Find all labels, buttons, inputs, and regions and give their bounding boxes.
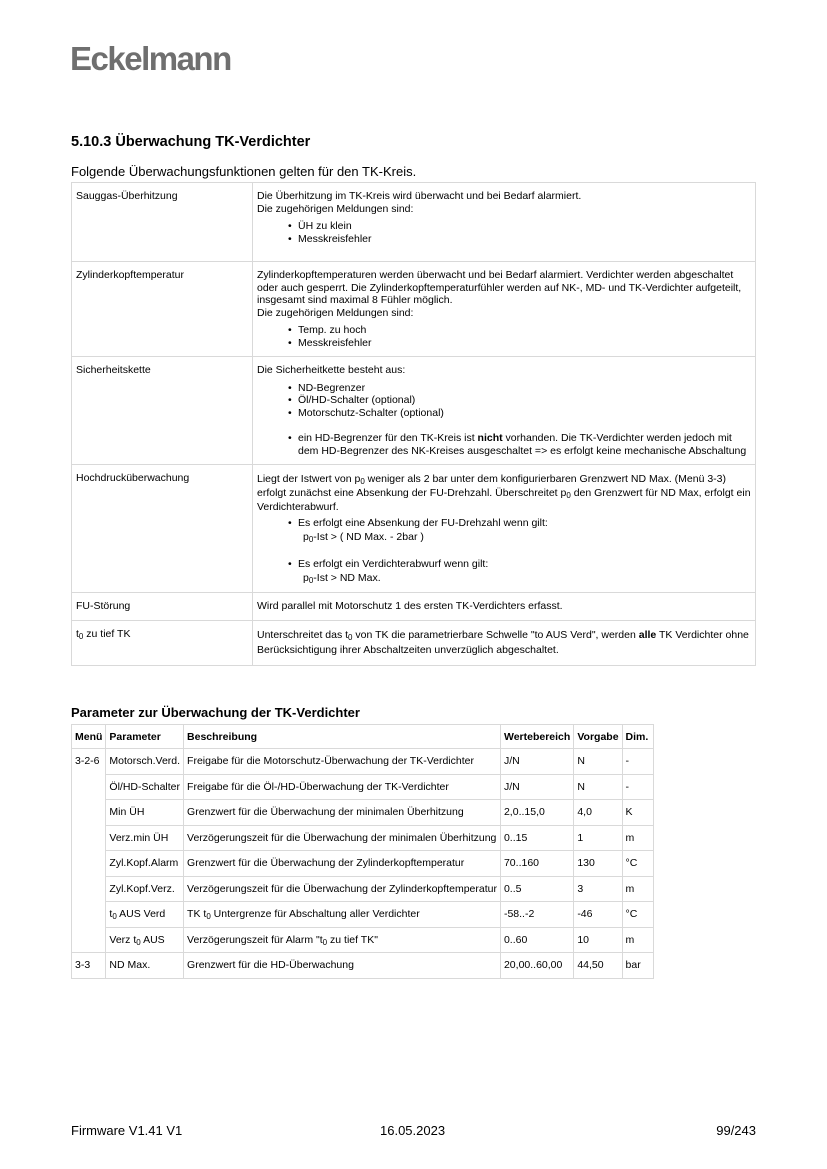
param-name: Zyl.Kopf.Verz. xyxy=(106,876,184,902)
param-default: 4,0 xyxy=(574,800,622,826)
param-default: N xyxy=(574,749,622,775)
table-row xyxy=(72,851,654,877)
description-text: Liegt der Istwert von $p_0$ weniger als 2 bar unter dem konfigurierbaren Grenzwert ND Max. (Menü 3-3) erfolgt zunächst eine Absenkung der FU-Drehzahl. Überschreitet $p_0$ den Grenzwert für ND Max, erfolgt ein Verdichterabwurf. xyxy=(257,473,751,513)
col-header-description: Beschreibung xyxy=(184,725,501,749)
description-text: Die zugehörigen Meldungen sind: xyxy=(257,306,414,319)
function-description xyxy=(253,262,756,357)
formula: $p_0$-Ist > ND Max. xyxy=(303,572,381,585)
param-unit: K xyxy=(622,800,653,826)
param-unit: - xyxy=(622,749,653,775)
table-row xyxy=(72,620,756,665)
function-label: Zylinderkopftemperatur xyxy=(72,262,253,357)
table-header-row xyxy=(72,725,654,749)
footer-firmware: Firmware V1.41 V1 xyxy=(71,1123,183,1138)
note-text: vorhanden. Die TK-Verdichter werden jedoch mit dem HD-Begrenzer des NK-Kreises ausgeschaltet => es erfolgt keine mechanische Abschaltung xyxy=(298,432,747,457)
function-description xyxy=(253,357,756,465)
param-name: $t_0$ AUS Verd xyxy=(106,902,184,928)
table-row xyxy=(72,593,756,621)
param-range: J/N xyxy=(500,774,573,800)
function-label: $t_0$ zu tief TK xyxy=(72,620,253,665)
table-row xyxy=(72,927,654,953)
param-range: 20,00..60,00 xyxy=(500,953,573,979)
condition-list xyxy=(257,516,751,585)
param-default: N xyxy=(574,774,622,800)
param-description: Freigabe für die Öl-/HD-Überwachung der TK-Verdichter xyxy=(184,774,501,800)
col-header-range: Wertebereich xyxy=(500,725,573,749)
list-item: • Messkreisfehler xyxy=(298,337,751,350)
param-name: ND Max. xyxy=(106,953,184,979)
list-item: • Messkreisfehler xyxy=(298,233,751,246)
note-emphasis: nicht xyxy=(477,432,503,444)
table-row xyxy=(72,800,654,826)
table-row xyxy=(72,876,654,902)
function-description xyxy=(253,465,756,593)
menu-cell: 3-2-6 xyxy=(72,749,106,953)
col-header-menu: Menü xyxy=(72,725,106,749)
param-range: 2,0..15,0 xyxy=(500,800,573,826)
param-unit: bar xyxy=(622,953,653,979)
message-list xyxy=(257,324,751,349)
param-name: Zyl.Kopf.Alarm xyxy=(106,851,184,877)
param-range: 0..60 xyxy=(500,927,573,953)
note-text: ein HD-Begrenzer für den TK-Kreis ist xyxy=(298,432,478,444)
param-default: 10 xyxy=(574,927,622,953)
param-description: Grenzwert für die HD-Überwachung xyxy=(184,953,501,979)
param-name: Verz.min ÜH xyxy=(106,825,184,851)
table-row xyxy=(72,953,654,979)
message-list xyxy=(257,220,751,245)
params-table xyxy=(71,724,654,979)
formula: $p_0$-Ist > ( ND Max. - 2bar ) xyxy=(303,531,424,544)
param-description: Grenzwert für die Überwachung der minimalen Überhitzung xyxy=(184,800,501,826)
col-header-default: Vorgabe xyxy=(574,725,622,749)
param-range: -58..-2 xyxy=(500,902,573,928)
list-item: • ÜH zu klein xyxy=(298,220,751,233)
param-name: Motorsch.Verd. xyxy=(106,749,184,775)
param-unit: °C xyxy=(622,851,653,877)
note-list xyxy=(257,432,751,457)
list-item: • Temp. zu hoch xyxy=(298,324,751,337)
footer-date: 16.05.2023 xyxy=(380,1123,446,1138)
params-title: Parameter zur Überwachung der TK-Verdichter xyxy=(71,705,360,720)
param-name: Verz $t_0$ AUS xyxy=(106,927,184,953)
description-text: Die zugehörigen Meldungen sind: xyxy=(257,202,414,215)
function-description: Unterschreitet das $t_0$ von TK die parametrierbare Schwelle "to AUS Verd", werden alle TK Verdichter ohne Berücksichtigung ihrer Abschaltzeiten unverzüglich abgeschaltet. xyxy=(253,620,756,665)
list-item: • ND-Begrenzer xyxy=(298,382,751,395)
param-description: TK $t_0$ Untergrenze für Abschaltung aller Verdichter xyxy=(184,902,501,928)
function-description: Wird parallel mit Motorschutz 1 des ersten TK-Verdichters erfasst. xyxy=(253,593,756,621)
param-unit: °C xyxy=(622,902,653,928)
param-range: 0..15 xyxy=(500,825,573,851)
functions-table xyxy=(71,182,756,666)
param-unit: m xyxy=(622,927,653,953)
menu-cell: 3-3 xyxy=(72,953,106,979)
function-description xyxy=(253,183,756,262)
section-title: 5.10.3 Überwachung TK-Verdichter xyxy=(71,134,311,150)
footer-page-number: 99/243 xyxy=(716,1123,756,1138)
param-range: J/N xyxy=(500,749,573,775)
param-description: Verzögerungszeit für die Überwachung der minimalen Überhitzung xyxy=(184,825,501,851)
param-description: Verzögerungszeit für Alarm "$t_0$ zu tief TK" xyxy=(184,927,501,953)
list-item: • Es erfolgt ein Verdichterabwurf wenn gilt: $p_0$-Ist > ND Max. xyxy=(298,557,751,585)
param-default: 44,50 xyxy=(574,953,622,979)
param-unit: m xyxy=(622,825,653,851)
param-range: 70..160 xyxy=(500,851,573,877)
param-name: Öl/HD-Schalter xyxy=(106,774,184,800)
function-label: FU-Störung xyxy=(72,593,253,621)
list-item: • Es erfolgt eine Absenkung der FU-Drehzahl wenn gilt: $p_0$-Ist > ( ND Max. - 2bar ) xyxy=(298,516,751,544)
param-default: -46 xyxy=(574,902,622,928)
param-name: Min ÜH xyxy=(106,800,184,826)
table-row xyxy=(72,183,756,262)
safety-chain-list xyxy=(257,382,751,420)
function-label: Hochdrucküberwachung xyxy=(72,465,253,593)
table-row xyxy=(72,749,654,775)
list-item: • Motorschutz-Schalter (optional) xyxy=(298,407,751,420)
function-label: Sicherheitskette xyxy=(72,357,253,465)
param-description: Freigabe für die Motorschutz-Überwachung der TK-Verdichter xyxy=(184,749,501,775)
description-text: Die Sicherheitkette besteht aus: xyxy=(257,364,406,376)
param-description: Verzögerungszeit für die Überwachung der Zylinderkopftemperatur xyxy=(184,876,501,902)
table-row xyxy=(72,262,756,357)
param-default: 130 xyxy=(574,851,622,877)
description-text: Die Überhitzung im TK-Kreis wird überwacht und bei Bedarf alarmiert. xyxy=(257,190,582,202)
table-row xyxy=(72,357,756,465)
eckelmann-logo: Eckelmann xyxy=(70,40,231,77)
list-item: • Öl/HD-Schalter (optional) xyxy=(298,394,751,407)
param-unit: m xyxy=(622,876,653,902)
col-header-parameter: Parameter xyxy=(106,725,184,749)
param-default: 1 xyxy=(574,825,622,851)
function-label: Sauggas-Überhitzung xyxy=(72,183,253,262)
param-default: 3 xyxy=(574,876,622,902)
param-description: Grenzwert für die Überwachung der Zylinderkopftemperatur xyxy=(184,851,501,877)
list-item xyxy=(298,432,751,457)
table-row xyxy=(72,825,654,851)
table-row xyxy=(72,465,756,593)
intro-text: Folgende Überwachungsfunktionen gelten für den TK-Kreis. xyxy=(71,164,417,179)
col-header-unit: Dim. xyxy=(622,725,653,749)
param-range: 0..5 xyxy=(500,876,573,902)
param-unit: - xyxy=(622,774,653,800)
table-row xyxy=(72,774,654,800)
table-row xyxy=(72,902,654,928)
description-text: Zylinderkopftemperaturen werden überwacht und bei Bedarf alarmiert. Verdichter werden abgeschaltet oder auch gesperrt. Die Zylinderkopftemperaturfühler werden auf NK-, MD- und TK-Verdichter aufgeteilt, insgesamt sind maximal 8 Fühler möglich. xyxy=(257,269,742,306)
